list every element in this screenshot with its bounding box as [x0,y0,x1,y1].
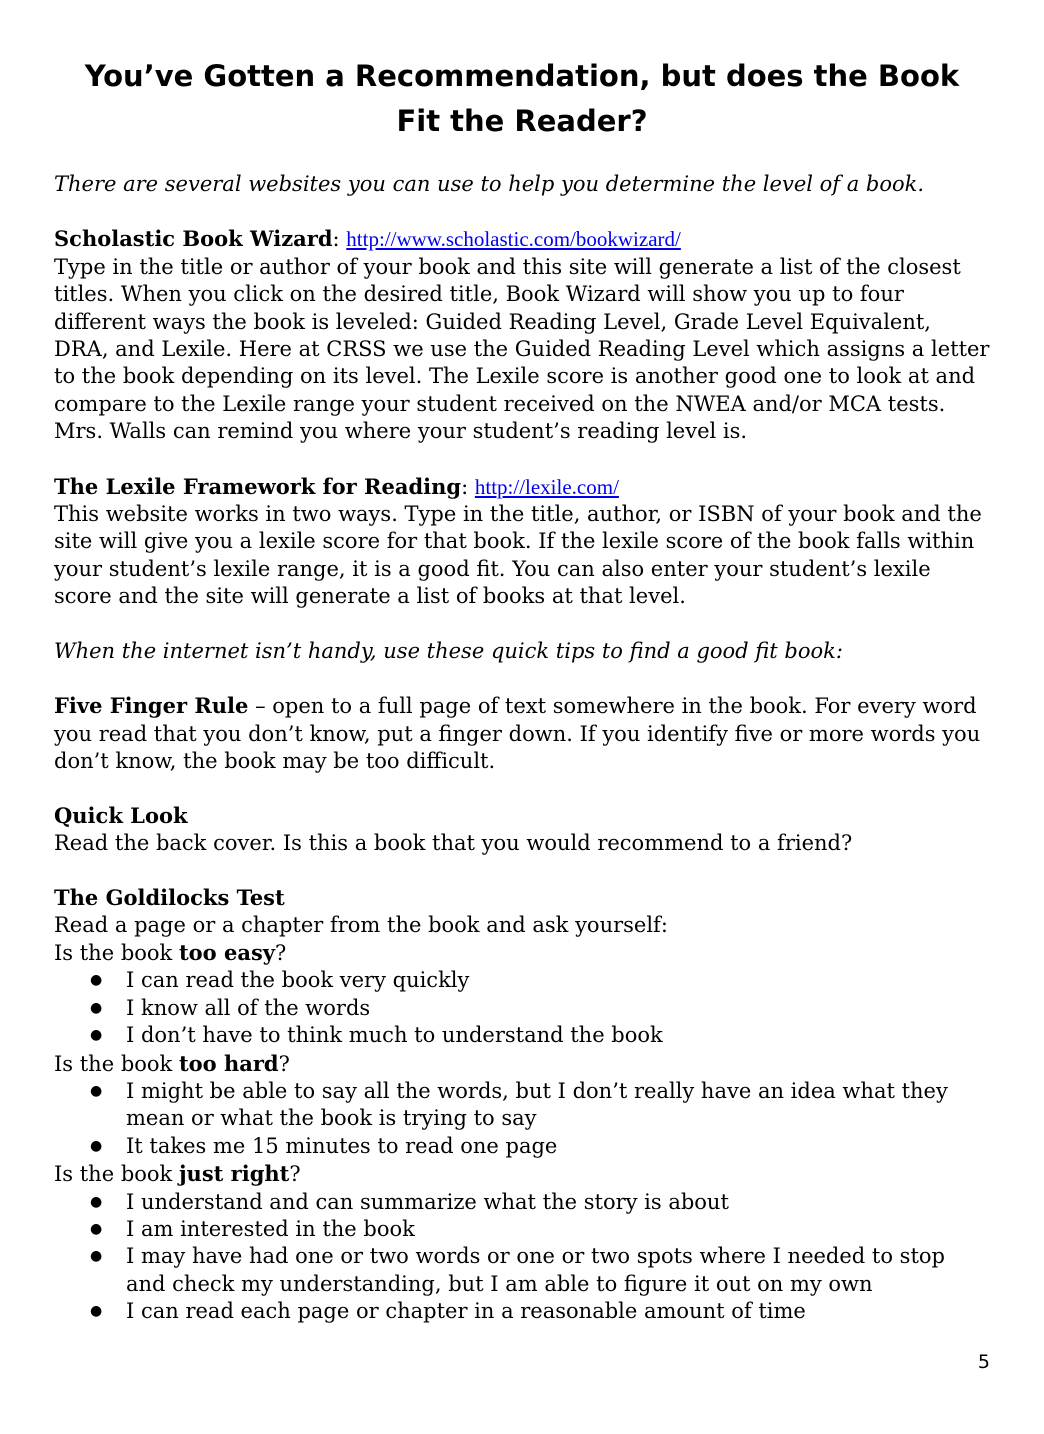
too-easy-list [54,967,990,1049]
bullet-icon: ● [90,1193,103,1210]
list-item-text: It takes me 15 minutes to read one page [126,1133,558,1158]
scholastic-link[interactable]: http://www.scholastic.com/bookwizard/ [346,227,681,252]
list-item [54,1022,990,1049]
question-suffix: ? [289,1162,301,1187]
list-item [54,1078,990,1133]
bullet-icon: ● [90,1137,103,1154]
list-item [54,1133,990,1160]
question-too-easy [54,939,990,967]
tips-intro: When the internet isn’t handy, use these quick tips to find a good fit book: [54,638,843,663]
lexile-link[interactable]: http://lexile.com/ [474,474,619,499]
list-item-text: I know all of the words [126,995,371,1020]
scholastic-section [54,225,990,445]
page-number: 5 [977,1350,990,1373]
list-item [54,1216,990,1243]
just-right-list [54,1189,990,1326]
list-item-text: I might be able to say all the words, but I don’t really have an idea what they mean or what the book is trying to say [126,1078,948,1131]
too-hard-list [54,1078,990,1160]
question-prefix: Is the book [54,1162,179,1187]
bullet-icon: ● [90,1248,103,1265]
list-item [54,995,990,1022]
list-item-text: I can read the book very quickly [126,968,470,993]
list-item-text: I understand and can summarize what the story is about [126,1189,729,1214]
list-item-text: I can read each page or chapter in a reasonable amount of time [126,1299,806,1324]
question-suffix: ? [274,940,287,965]
page-title: You’ve Gotten a Recommendation, but does the Book Fit the Reader? [84,59,960,138]
list-item [54,1243,990,1298]
scholastic-heading-line [54,225,990,253]
list-item-text: I may have had one or two words or one or two spots where I needed to stop and check my understanding, but I am able to figure it out on my own [126,1244,945,1296]
five-finger-heading: Five Finger Rule [54,693,249,719]
heading-separator: : [461,474,475,499]
quick-look-body: Read the back cover. Is this a book that you would recommend to a friend? [54,830,853,855]
list-item-text: I don’t have to think much to understand the book [126,1023,663,1048]
lexile-heading-line [54,473,990,501]
lexile-body: This website works in two ways. Type in the title, author, or ISBN of your book and the site will give you a lexile score for that book. If the lexile score of the book falls within your student’s lexile range, it is a good fit. You can also enter your student’s lexile score and the site will generate a list of books at that level. [54,502,982,609]
heading-separator: : [332,227,347,252]
question-prefix: Is the book [54,1051,179,1076]
question-just-right [54,1160,990,1188]
bullet-icon: ● [90,1082,103,1099]
intro-text: There are several websites you can use to help you determine the level of a book. [54,172,925,196]
bullet-icon: ● [90,1221,103,1237]
quick-look-section [54,802,990,857]
five-finger-section [54,692,990,775]
question-prefix: Is the book [54,940,179,965]
question-label: just right [178,1161,290,1187]
lexile-heading: The Lexile Framework for Reading [54,473,462,499]
bullet-icon: ● [90,972,103,989]
question-too-hard [54,1050,990,1078]
bullet-icon: ● [90,1027,103,1044]
goldilocks-section [54,884,990,1326]
bullet-icon: ● [90,1303,103,1320]
list-item [54,1298,990,1325]
five-finger-text [54,692,990,775]
list-item [54,967,990,994]
lexile-section [54,473,990,611]
question-label: too easy [178,939,275,965]
list-item [54,1189,990,1216]
scholastic-body: Type in the title or author of your book and this site will generate a list of the closest titles. When you click on the desired title, Book Wizard will show you up to four different ways the book is leveled: Guided Reading Level, Grade Level Equivalent, DRA, and Lexile. Here at CRSS we use the Guided Reading Level which assigns a letter to the book depending on its level. The Lexile score is another good one to look at and compare to the Lexile range your student received on the NWEA and/or MCA tests. Mrs. Walls can remind you where your student’s reading level is. [54,254,990,444]
goldilocks-lead: Read a page or a chapter from the book and ask yourself: [54,912,668,937]
question-label: too hard [178,1050,279,1076]
scholastic-heading: Scholastic Book Wizard [54,226,333,252]
bullet-icon: ● [90,999,103,1016]
question-suffix: ? [278,1051,290,1076]
five-finger-body: – open to a full page of text somewhere in the book. For every word you read that you don’t know, put a finger down. If you identify five or more words you don’t know, the book may be too difficult. [54,694,981,773]
quick-look-heading: Quick Look [54,803,188,829]
list-item-text: I am interested in the book [126,1217,415,1241]
goldilocks-heading: The Goldilocks Test [54,885,285,911]
